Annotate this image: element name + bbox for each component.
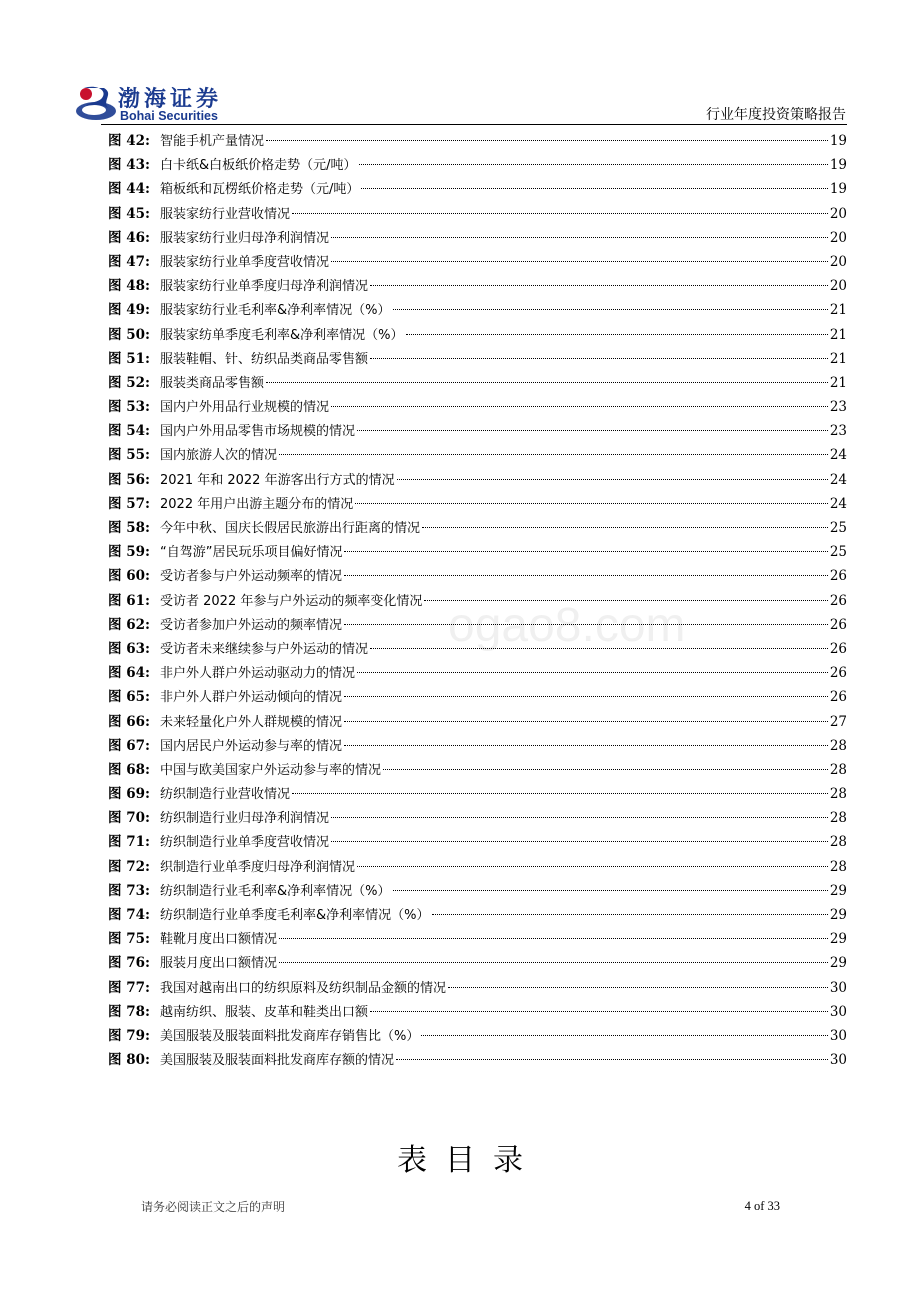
watermark: ogao8.com [448,599,686,652]
toc-page-number: 24 [829,471,847,488]
toc-dot-leader [421,1035,827,1036]
toc-figure-number: 图 59: [108,544,150,561]
toc-entry[interactable] [108,226,847,250]
toc-page-number: 26 [829,689,847,706]
toc-figure-number: 图 60: [108,568,150,585]
toc-page-number: 30 [829,1003,847,1020]
toc-entry[interactable] [108,298,847,322]
toc-entry[interactable] [108,903,847,927]
toc-figure-number: 图 75: [108,931,150,948]
toc-figure-number: 图 48: [108,278,150,295]
toc-dot-leader [331,261,828,262]
toc-figure-title: 国内户外用品行业规模的情况 [160,400,330,416]
toc-figure-title: 箱板纸和瓦楞纸价格走势（元/吨） [160,182,360,198]
toc-page-number: 29 [829,931,847,948]
toc-dot-leader [266,140,828,141]
toc-page-number: 28 [829,858,847,875]
toc-page-number: 29 [829,882,847,899]
toc-figure-title: 白卡纸&白板纸价格走势（元/吨） [160,158,357,174]
toc-page-number: 23 [829,423,847,440]
toc-page-number: 20 [829,253,847,270]
toc-figure-title: 服装家纺行业毛利率&净利率情况（%） [160,303,391,319]
toc-entry[interactable] [108,976,847,1000]
toc-entry[interactable] [108,830,847,854]
toc-entry[interactable] [108,855,847,879]
toc-dot-leader [432,914,828,915]
toc-dot-leader [344,721,828,722]
toc-page-number: 24 [829,447,847,464]
toc-figure-title: 非户外人群户外运动倾向的情况 [160,690,343,706]
toc-dot-leader [331,817,828,818]
toc-figure-title: 服装家纺行业归母净利润情况 [160,230,330,246]
toc-entry[interactable] [108,202,847,226]
toc-figure-title: 服装家纺行业单季度归母净利润情况 [160,279,369,295]
toc-figure-number: 图 70: [108,810,150,827]
toc-figure-number: 图 79: [108,1027,150,1044]
toc-entry[interactable] [108,153,847,177]
toc-entry[interactable] [108,371,847,395]
toc-entry[interactable] [108,951,847,975]
header-divider [101,124,847,125]
toc-entry[interactable] [108,129,847,153]
toc-entry[interactable] [108,516,847,540]
toc-figure-title: 服装家纺行业单季度营收情况 [160,254,330,270]
toc-dot-leader [357,672,828,673]
toc-entry[interactable] [108,685,847,709]
toc-page-number: 30 [829,979,847,996]
toc-page-number: 26 [829,592,847,609]
toc-figure-title: 服装家纺单季度毛利率&净利率情况（%） [160,327,404,343]
toc-dot-leader [266,382,828,383]
footer-disclaimer-note: 请务必阅读正文之后的声明 [141,1200,286,1214]
toc-page-number: 21 [829,350,847,367]
toc-dot-leader [406,334,828,335]
toc-entry[interactable] [108,347,847,371]
toc-entry[interactable] [108,177,847,201]
toc-entry[interactable] [108,782,847,806]
toc-entry[interactable] [108,468,847,492]
toc-dot-leader [292,793,828,794]
toc-entry[interactable] [108,274,847,298]
toc-figure-number: 图 54: [108,423,150,440]
toc-figure-title: 美国服装及服装面料批发商库存销售比（%） [160,1028,420,1044]
toc-page-number: 28 [829,810,847,827]
toc-entry[interactable] [108,879,847,903]
toc-entry[interactable] [108,710,847,734]
toc-figure-number: 图 63: [108,640,150,657]
toc-dot-leader [344,551,827,552]
toc-figure-number: 图 65: [108,689,150,706]
toc-dot-leader [355,503,828,504]
toc-entry[interactable] [108,323,847,347]
toc-page-number: 27 [829,713,847,730]
section-title: 表目录 [397,1143,541,1178]
toc-page-number: 19 [829,157,847,174]
toc-page-number: 19 [829,133,847,149]
toc-figure-number: 图 45: [108,205,150,222]
toc-page-number: 28 [829,761,847,778]
toc-page-number: 21 [829,374,847,391]
toc-figure-title: 2022 年用户出游主题分布的情况 [160,496,354,512]
toc-dot-leader [397,479,828,480]
toc-page-number: 26 [829,640,847,657]
toc-figure-number: 图 80: [108,1052,150,1069]
toc-figure-title: 国内户外用品零售市场规模的情况 [160,424,356,440]
toc-entry[interactable] [108,806,847,830]
toc-entry[interactable] [108,1000,847,1024]
toc-figure-title: 国内居民户外运动参与率的情况 [160,738,343,754]
toc-figure-number: 图 76: [108,955,150,972]
toc-figure-title: 受访者未来继续参与户外运动的情况 [160,641,369,657]
toc-figure-number: 图 72: [108,858,150,875]
toc-page-number: 26 [829,665,847,682]
toc-figure-title: 纺织制造行业单季度毛利率&净利率情况（%） [160,908,430,923]
toc-dot-leader [357,430,828,431]
toc-page-number: 25 [829,544,847,561]
toc-page-number: 28 [829,786,847,803]
toc-figure-number: 图 61: [108,592,150,609]
toc-figure-number: 图 66: [108,713,150,730]
toc-figure-title: 受访者 2022 年参与户外运动的频率变化情况 [160,593,423,609]
toc-dot-leader [331,841,828,842]
toc-figure-number: 图 78: [108,1003,150,1020]
toc-figure-title: 智能手机产量情况 [160,134,265,149]
toc-dot-leader [279,454,828,455]
toc-figure-title: 纺织制造行业营收情况 [160,787,291,803]
toc-entry[interactable] [108,564,847,588]
toc-figure-title: 越南纺织、服装、皮革和鞋类出口额 [160,1004,369,1020]
toc-figure-number: 图 57: [108,495,150,512]
toc-figure-title: 纺织制造行业毛利率&净利率情况（%） [160,883,391,899]
toc-page-number: 26 [829,568,847,585]
toc-dot-leader [344,696,828,697]
toc-figure-number: 图 47: [108,253,150,270]
toc-page-number: 24 [829,495,847,512]
toc-page-number: 21 [829,302,847,319]
toc-figure-title: 我国对越南出口的纺织原料及纺织制品金额的情况 [160,980,447,996]
toc-dot-leader [357,866,828,867]
toc-entry[interactable] [108,395,847,419]
toc-figure-number: 图 68: [108,761,150,778]
toc-figure-title: 服装家纺行业营收情况 [160,206,291,222]
toc-dot-leader [279,938,828,939]
toc-figure-number: 图 56: [108,471,150,488]
toc-dot-leader [393,309,828,310]
toc-figure-number: 图 52: [108,374,150,391]
toc-figure-title: 服装鞋帽、针、纺织品类商品零售额 [160,351,369,367]
page-header [0,0,920,130]
toc-dot-leader [370,285,828,286]
toc-entry[interactable] [108,540,847,564]
toc-figure-number: 图 42: [108,133,150,149]
toc-figure-number: 图 43: [108,157,150,174]
toc-page-number: 19 [829,181,847,198]
toc-page-number: 26 [829,616,847,633]
toc-figure-title: 受访者参加户外运动的频率情况 [160,617,343,633]
toc-page-number: 28 [829,737,847,754]
toc-dot-leader [393,890,828,891]
toc-figure-title: 未来轻量化户外人群规模的情况 [160,714,343,730]
toc-dot-leader [344,745,828,746]
report-type: 行业年度投资策略报告 [706,107,846,123]
toc-figure-number: 图 53: [108,399,150,416]
toc-entry[interactable] [108,758,847,782]
toc-entry[interactable] [108,661,847,685]
toc-page-number: 20 [829,229,847,246]
toc-figure-title: 受访者参与户外运动频率的情况 [160,569,343,585]
toc-entry[interactable] [108,250,847,274]
toc-dot-leader [448,987,828,988]
company-logo [74,84,264,126]
toc-figure-number: 图 55: [108,447,150,464]
toc-dot-leader [359,164,828,165]
toc-page-number: 30 [829,1052,847,1069]
toc-figure-title: 今年中秋、国庆长假居民旅游出行距离的情况 [160,521,421,536]
toc-page-number: 28 [829,834,847,851]
toc-page-number: 20 [829,278,847,295]
toc-figure-number: 图 62: [108,616,150,633]
toc-dot-leader [370,358,828,359]
toc-figure-title: 织制造行业单季度归母净利润情况 [160,859,356,875]
toc-figure-number: 图 44: [108,181,150,198]
toc-entry[interactable] [108,419,847,443]
toc-dot-leader [331,406,828,407]
toc-entry[interactable] [108,443,847,467]
toc-figure-number: 图 73: [108,882,150,899]
toc-figure-title: 美国服装及服装面料批发商库存额的情况 [160,1053,395,1069]
toc-figure-number: 图 77: [108,979,150,996]
toc-page-number: 20 [829,205,847,222]
toc-figure-number: 图 71: [108,834,150,851]
toc-figure-number: 图 51: [108,350,150,367]
toc-page-number: 21 [829,326,847,343]
logo-chinese-name: 渤海证券 [118,87,223,112]
toc-page-number: 23 [829,399,847,416]
toc-figure-title: 国内旅游人次的情况 [160,448,278,464]
toc-figure-title: 纺织制造行业归母净利润情况 [160,811,330,827]
toc-figure-title: 服装月度出口额情况 [160,956,278,972]
toc-dot-leader [361,188,827,189]
toc-entry[interactable] [108,927,847,951]
toc-dot-leader [344,575,828,576]
toc-entry[interactable] [108,1024,847,1048]
toc-dot-leader [292,213,828,214]
toc-dot-leader [370,1011,828,1012]
bohai-logo-icon [74,84,118,126]
toc-figure-number: 图 50: [108,326,150,343]
toc-figure-number: 图 49: [108,302,150,319]
toc-dot-leader [279,962,828,963]
toc-figure-number: 图 74: [108,907,150,923]
toc-page-number: 30 [829,1027,847,1044]
toc-figure-number: 图 46: [108,229,150,246]
toc-figure-title: “自驾游”居民玩乐项目偏好情况 [160,545,343,561]
toc-figure-title: 纺织制造行业单季度营收情况 [160,835,330,851]
toc-dot-leader [396,1059,828,1060]
toc-entry[interactable] [108,492,847,516]
toc-page-number: 29 [829,955,847,972]
page-number: 4 of 33 [744,1199,780,1213]
toc-figure-number: 图 64: [108,665,150,682]
toc-page-number: 25 [829,520,847,536]
toc-dot-leader [383,769,828,770]
toc-figure-title: 中国与欧美国家户外运动参与率的情况 [160,762,382,778]
logo-english-name: Bohai Securities [120,109,218,123]
toc-figure-title: 非户外人群户外运动驱动力的情况 [160,666,356,682]
toc-figure-number: 图 67: [108,737,150,754]
toc-figure-title: 2021 年和 2022 年游客出行方式的情况 [160,472,395,488]
toc-entry[interactable] [108,1048,847,1072]
toc-figure-title: 服装类商品零售额 [160,375,265,391]
toc-figure-number: 图 58: [108,520,150,536]
toc-figure-number: 图 69: [108,786,150,803]
toc-entry[interactable] [108,734,847,758]
toc-dot-leader [331,237,828,238]
toc-dot-leader [422,527,828,528]
toc-page-number: 29 [829,907,847,923]
toc-figure-title: 鞋靴月度出口额情况 [160,932,278,948]
